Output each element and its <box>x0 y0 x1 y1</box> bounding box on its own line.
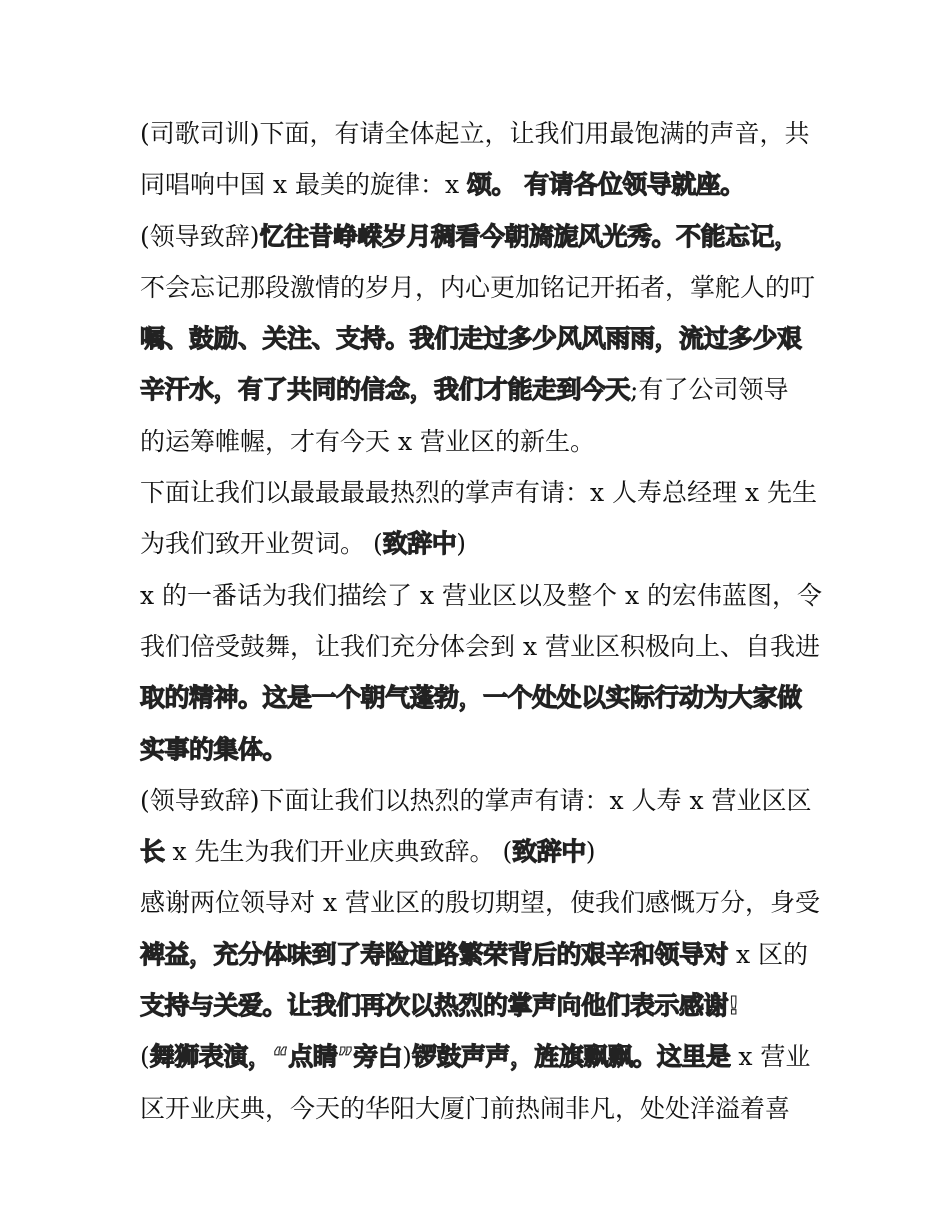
text-line-3 <box>140 211 820 262</box>
text-line-10 <box>140 570 823 621</box>
text-line-18 <box>140 980 820 1031</box>
line-13-outline: 实事的集体。 <box>140 734 288 764</box>
text-line-1 <box>140 108 820 159</box>
line-17-outline: 裨益，充分体味到了寿险道路繁荣背后的艰辛和领导对 <box>140 939 729 969</box>
line-9-tail: ) <box>456 529 466 559</box>
text-line-19 <box>140 1031 820 1082</box>
text-line-14 <box>140 775 820 826</box>
line-17-tail: x 区的 <box>728 939 809 969</box>
text-line-7 <box>140 416 820 467</box>
text-line-12 <box>140 672 820 723</box>
text-line-15 <box>140 826 820 877</box>
line-15-tail: x 先生为我们开业庆典致辞。 ( <box>164 837 513 867</box>
text-line-9 <box>140 518 820 569</box>
line-12-outline: 取的精神。这是一个朝气蓬勃，一个处处以实际行动为大家做 <box>140 683 802 713</box>
line-19-outline: 舞狮表演，“点睛”旁白 <box>149 1042 403 1072</box>
text-line-5 <box>140 313 820 364</box>
line-1-plain: (司歌司训)下面，有请全体起立，让我们用最饱满的声音，共 <box>140 119 810 148</box>
line-8-plain: 下面让我们以最最最最热烈的掌声有请：x 人寿总经理 x 先生 <box>140 478 818 508</box>
line-18-outline: 支持与关爱。让我们再次以热烈的掌声向他们表示感谢! <box>140 991 739 1021</box>
line-10-plain: x 的一番话为我们描绘了 x 营业区以及整个 x 的宏伟蓝图，令 <box>140 580 823 610</box>
text-line-4 <box>140 262 820 313</box>
line-19-tail-2: x 营业 <box>730 1042 811 1072</box>
line-3-plain: (领导致辞) <box>140 221 260 251</box>
line-6-outline: 辛汗水，有了共同的信念，我们才能走到今天 <box>140 375 631 405</box>
line-19-outline-2: 锣鼓声声，旌旗飘飘。这里是 <box>411 1042 731 1072</box>
line-11-plain: 我们倍受鼓舞，让我们充分体会到 x 营业区积极向上、自我进 <box>140 631 820 661</box>
line-19-plain: ( <box>140 1042 150 1072</box>
line-2-plain: 同唱响中国 x 最美的旋律：x <box>140 170 468 200</box>
line-4-plain: 不会忘记那段激情的岁月，内心更加铭记开拓者，掌舵人的叮 <box>140 272 816 302</box>
text-line-11 <box>140 621 820 672</box>
line-3-outline: 忆往昔峥嵘岁月稠看今朝旖旎风光秀。不能忘记， <box>259 221 799 251</box>
line-2-outline: 颂。 有请各位领导就座。 <box>467 170 745 200</box>
body-text <box>140 108 823 1134</box>
text-line-6 <box>140 364 820 415</box>
line-20-plain: 区开业庆典，今天的华阳大厦门前热闹非凡，处处洋溢着喜 <box>140 1093 791 1123</box>
text-line-8 <box>140 467 820 518</box>
line-9-plain: 为我们致开业贺词。 ( <box>140 529 383 559</box>
line-14-plain: (领导致辞)下面让我们以热烈的掌声有请：x 人寿 x 营业区区 <box>140 785 812 815</box>
line-15-outline: 长 <box>140 837 165 867</box>
text-line-17 <box>140 929 820 980</box>
line-15-outline-2: 致辞中 <box>512 837 586 867</box>
line-5-outline: 嘱、鼓励、关注、支持。我们走过多少风风雨雨，流过多少艰 <box>140 324 802 354</box>
line-19-tail: ) <box>402 1042 412 1072</box>
text-line-2 <box>140 159 820 210</box>
line-6-tail: ;有了公司领导 <box>630 375 789 405</box>
line-9-outline: 致辞中 <box>382 529 457 559</box>
text-line-16 <box>140 877 820 928</box>
line-7-plain: 的运筹帷幄，才有今天 x 营业区的新生。 <box>140 426 595 456</box>
text-line-20 <box>140 1083 820 1134</box>
text-line-13 <box>140 724 820 775</box>
line-16-plain: 感谢两位领导对 x 营业区的殷切期望，使我们感慨万分，身受 <box>140 888 820 918</box>
line-15-tail-2: ) <box>585 837 596 867</box>
